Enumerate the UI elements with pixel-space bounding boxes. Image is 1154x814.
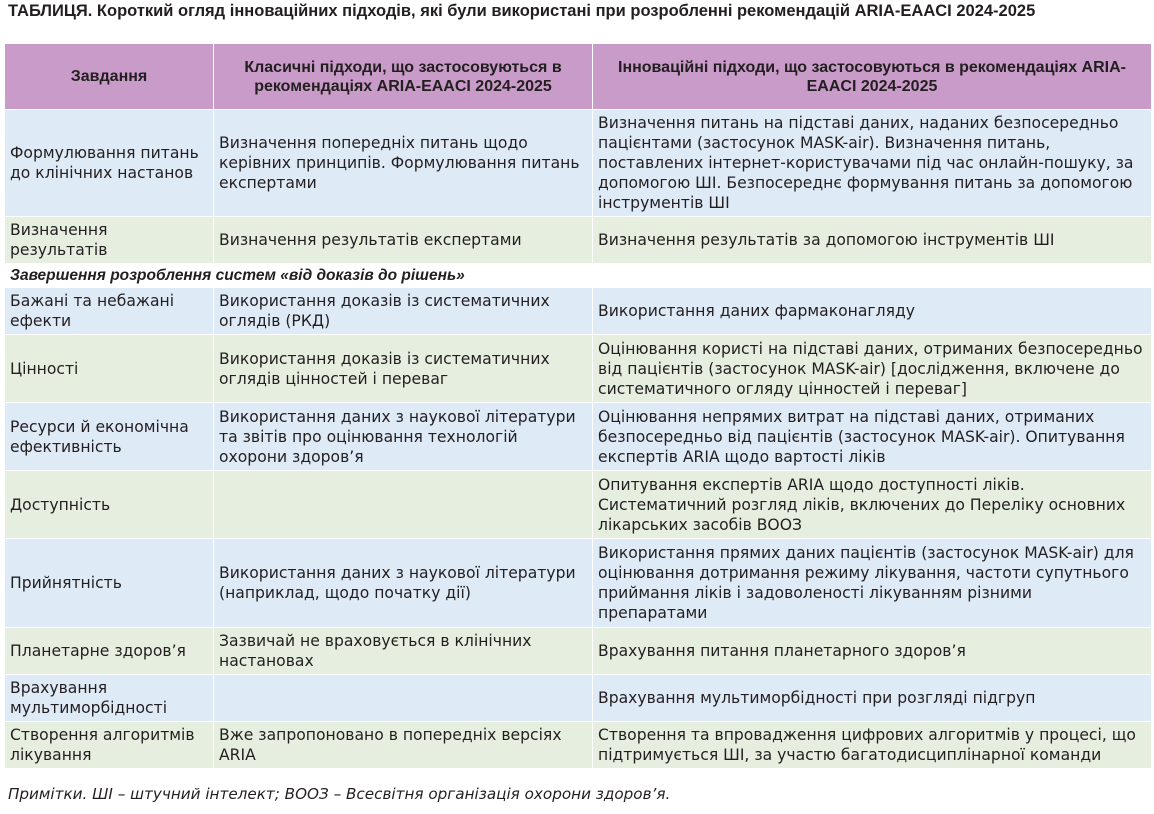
cell-task: Формулювання питань до клінічних настанов — [5, 110, 214, 217]
table-notes: Примітки. ШІ – штучний інтелект; ВООЗ – Всесвітня організація охорони здоров’я. — [8, 785, 671, 803]
header-innovative: Інноваційні підходи, що застосовуються в рекомендаціях ARIA-EAACI 2024-2025 — [593, 44, 1152, 110]
cell-task: Прийнятність — [5, 539, 214, 628]
cell-classic: Використання даних з наукової літератури (наприклад, щодо початку дії) — [214, 539, 593, 628]
cell-task: Створення алгоритмів лікування — [5, 722, 214, 769]
cell-classic: Використання доказів із систематичних оглядів (РКД) — [214, 288, 593, 335]
cell-innovative: Створення та впровадження цифрових алгоритмів у процесі, що підтримується ШІ, за участю багатодисциплінарної команди — [593, 722, 1152, 769]
cell-task: Бажані та небажані ефекти — [5, 288, 214, 335]
header-row — [5, 44, 1152, 110]
cell-task: Доступність — [5, 471, 214, 539]
cell-classic — [214, 471, 593, 539]
cell-innovative: Врахування питання планетарного здоров’я — [593, 628, 1152, 675]
cell-innovative: Оцінювання користі на підставі даних, отриманих безпосередньо від пацієнтів (застосунок MASK-air) [дослідження, включене до систематичного огляду цінностей і переваг] — [593, 335, 1152, 403]
table-row — [5, 628, 1152, 675]
cell-classic: Використання доказів із систематичних оглядів цінностей і переваг — [214, 335, 593, 403]
header-task: Завдання — [5, 44, 214, 110]
approaches-table — [4, 43, 1152, 769]
cell-task: Визначення результатів — [5, 217, 214, 264]
cell-innovative: Визначення результатів за допомогою інструментів ШІ — [593, 217, 1152, 264]
table-title: ТАБЛИЦЯ. Короткий огляд інноваційних підходів, які були використані при розробленні рекомендацій ARIA-EAACI 2024-2025 — [8, 2, 1036, 20]
cell-innovative: Використання даних фармаконагляду — [593, 288, 1152, 335]
table-row — [5, 722, 1152, 769]
cell-innovative: Використання прямих даних пацієнтів (застосунок MASK-air) для оцінювання дотримання режиму лікування, частоти супутнього приймання ліків і задоволеності лікуванням різними препаратами — [593, 539, 1152, 628]
table-row — [5, 471, 1152, 539]
cell-innovative: Опитування експертів ARIA щодо доступності ліків. Систематичний розгляд ліків, включених до Переліку основних лікарських засобів ВООЗ — [593, 471, 1152, 539]
table-row — [5, 288, 1152, 335]
header-classic: Класичні підходи, що застосовуються в рекомендаціях ARIA-EAACI 2024-2025 — [214, 44, 593, 110]
table-row — [5, 675, 1152, 722]
section-row — [5, 264, 1152, 288]
cell-classic: Вже запропоновано в попередніх версіях ARIA — [214, 722, 593, 769]
table-row — [5, 110, 1152, 217]
cell-classic: Визначення попередніх питань щодо керівних принципів. Формулювання питань експертами — [214, 110, 593, 217]
section-label: Завершення розроблення систем «від доказів до рішень» — [5, 264, 1152, 288]
table-row — [5, 539, 1152, 628]
table-row — [5, 403, 1152, 471]
cell-innovative: Оцінювання непрямих витрат на підставі даних, отриманих безпосередньо від пацієнтів (застосунок MASK-air). Опитування експертів ARIA щодо вартості ліків — [593, 403, 1152, 471]
cell-classic: Зазвичай не враховується в клінічних настановах — [214, 628, 593, 675]
cell-classic: Використання даних з наукової літератури та звітів про оцінювання технологій охорони здоров’я — [214, 403, 593, 471]
cell-classic: Визначення результатів експертами — [214, 217, 593, 264]
table-row — [5, 217, 1152, 264]
table-row — [5, 335, 1152, 403]
cell-task: Цінності — [5, 335, 214, 403]
cell-task: Планетарне здоров’я — [5, 628, 214, 675]
cell-innovative: Врахування мультиморбідності при розгляді підгруп — [593, 675, 1152, 722]
cell-innovative: Визначення питань на підставі даних, наданих безпосередньо пацієнтами (застосунок MASK-air). Визначення питань, поставлених інтернет-користувачами під час онлайн-пошуку, за допомогою ШІ. Безпосереднє формування питань за допомогою інструментів ШІ — [593, 110, 1152, 217]
cell-classic — [214, 675, 593, 722]
cell-task: Врахування мультиморбідності — [5, 675, 214, 722]
cell-task: Ресурси й економічна ефективність — [5, 403, 214, 471]
